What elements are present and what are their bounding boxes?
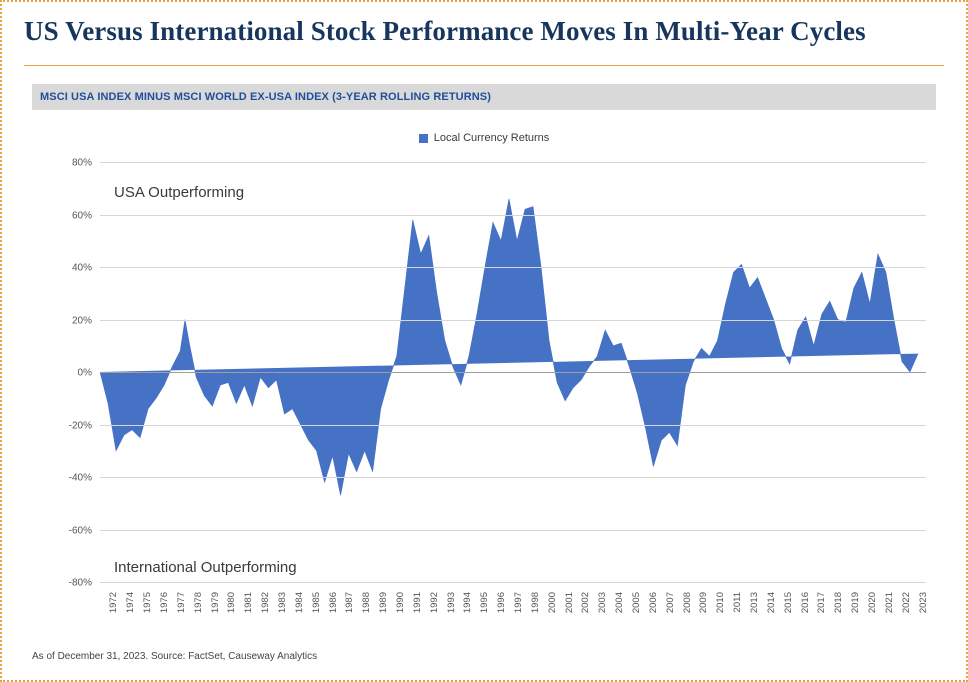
grid-line xyxy=(71,210,926,221)
x-axis-tick-label: 2023 xyxy=(917,592,929,614)
x-axis-tick-label: 2002 xyxy=(580,592,592,614)
x-axis-tick-label: 1986 xyxy=(327,592,339,614)
x-axis-tick-label: 1994 xyxy=(462,592,474,614)
grid-line xyxy=(68,577,926,589)
legend-swatch-icon xyxy=(419,134,428,143)
page-title: US Versus International Stock Performance Moves In Multi-Year Cycles xyxy=(24,16,866,46)
x-axis-tick-label: 1995 xyxy=(479,592,491,614)
title-divider xyxy=(24,65,944,66)
x-axis-tick-label: 2004 xyxy=(614,592,626,614)
x-axis-tick-label: 2013 xyxy=(749,592,760,614)
x-axis-tick-label: 1990 xyxy=(395,592,406,614)
y-axis-tick-label: -20% xyxy=(68,420,92,431)
x-axis-tick-label: 1987 xyxy=(344,592,356,614)
x-axis-tick-label: 1976 xyxy=(159,592,170,614)
x-axis-tick-label: 1991 xyxy=(411,592,423,614)
annotation-usa-outperforming: USA Outperforming xyxy=(114,184,245,201)
chart-legend xyxy=(2,132,966,144)
x-axis-tick-label: 2007 xyxy=(664,592,676,614)
x-axis-tick-label: 2001 xyxy=(563,592,575,614)
grid-line xyxy=(68,472,926,484)
plot-region xyxy=(68,157,926,589)
x-axis-tick-label: 1988 xyxy=(361,592,373,614)
x-axis-tick-label: 1979 xyxy=(209,592,221,614)
x-axis-tick-label: 2017 xyxy=(816,592,828,614)
x-axis-tick-label: 1985 xyxy=(310,592,322,614)
y-axis-tick-label: 40% xyxy=(71,262,92,274)
x-axis-tick-label: 1980 xyxy=(226,592,238,614)
x-axis xyxy=(100,590,929,632)
x-axis-tick-label: 1981 xyxy=(243,592,255,614)
source-note: As of December 31, 2023. Source: FactSet, Causeway Analytics xyxy=(32,651,318,662)
y-axis-tick-label: 80% xyxy=(71,157,92,169)
x-axis-tick-label: 2021 xyxy=(883,592,895,614)
x-axis-tick-label: 2006 xyxy=(647,592,659,614)
x-axis-tick-label: 1989 xyxy=(378,592,390,614)
grid-line xyxy=(71,157,926,169)
x-axis-tick-label: 2016 xyxy=(799,592,811,614)
grid-line xyxy=(68,420,926,431)
x-axis-tick-label: 1978 xyxy=(192,592,204,614)
x-axis-tick-label: 1998 xyxy=(529,592,541,614)
x-axis-tick-label: 2009 xyxy=(698,592,710,614)
x-axis-tick-label: 1992 xyxy=(428,592,440,614)
x-axis-tick-label: 1993 xyxy=(445,592,457,614)
x-axis-tick-label: 2008 xyxy=(681,592,693,614)
grid-line xyxy=(77,367,926,379)
x-axis-tick-label: 2019 xyxy=(850,592,862,614)
chart-subheader xyxy=(32,84,936,110)
grid-line xyxy=(68,525,926,536)
grid-line xyxy=(71,315,926,326)
x-axis-tick-label: 1974 xyxy=(125,592,137,614)
y-axis-tick-label: 0% xyxy=(77,367,92,379)
y-axis-tick-label: -40% xyxy=(68,472,92,484)
x-axis-tick-label: 1977 xyxy=(175,592,187,614)
y-axis-tick-label: -80% xyxy=(68,577,92,589)
x-axis-tick-label: 2020 xyxy=(867,592,878,614)
y-axis-tick-label: -60% xyxy=(68,525,92,536)
x-axis-tick-label: 1972 xyxy=(108,592,120,614)
x-axis-tick-label: 2018 xyxy=(833,592,845,614)
x-axis-tick-label: 2005 xyxy=(631,592,642,614)
x-axis-tick-label: 1982 xyxy=(260,592,272,614)
annotation-international-outperforming: International Outperforming xyxy=(114,559,297,576)
x-axis-tick-label: 2015 xyxy=(782,592,794,614)
x-axis-tick-label: 2003 xyxy=(597,592,609,614)
chart-area xyxy=(32,154,936,614)
x-axis-tick-label: 1996 xyxy=(496,592,508,614)
x-axis-tick-label: 2011 xyxy=(732,592,744,613)
y-axis-tick-label: 20% xyxy=(71,315,92,326)
x-axis-tick-label: 2014 xyxy=(765,592,777,614)
x-axis-tick-label: 1984 xyxy=(293,592,305,614)
title-bar xyxy=(2,2,966,57)
x-axis-tick-label: 1975 xyxy=(142,592,154,614)
x-axis-tick-label: 1997 xyxy=(513,592,524,614)
legend-item-label: Local Currency Returns xyxy=(433,132,550,144)
x-axis-tick-label: 2010 xyxy=(715,592,727,614)
chart-subheader-label: MSCI USA INDEX MINUS MSCI WORLD EX-USA INDEX (3-YEAR ROLLING RETURNS) xyxy=(40,91,491,103)
grid-line xyxy=(71,262,926,274)
y-axis-tick-label: 60% xyxy=(71,210,92,221)
x-axis-tick-label: 1983 xyxy=(277,592,288,614)
x-axis-tick-label: 2000 xyxy=(546,592,558,614)
x-axis-tick-label: 2022 xyxy=(900,592,912,614)
